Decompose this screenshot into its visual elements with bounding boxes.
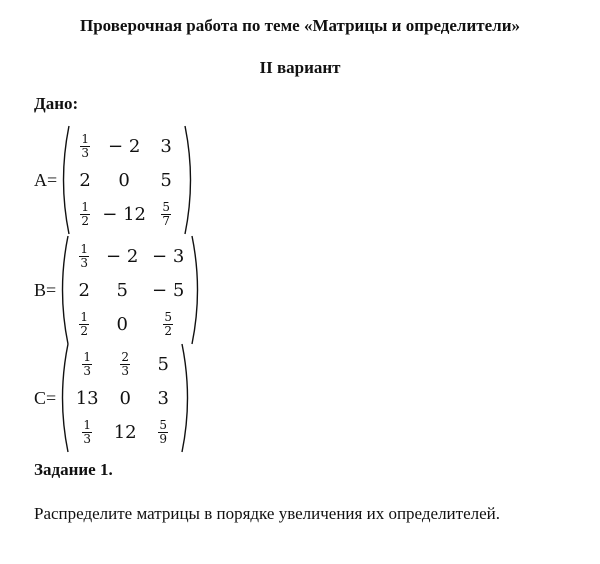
matrix-a-cell: 5 — [160, 169, 172, 191]
matrix-a-label: A= — [34, 169, 58, 190]
matrix-b-cell: $\frac{1}{2}$ — [80, 309, 88, 338]
page-title: Проверочная работа по теме «Матрицы и определители» — [79, 16, 520, 35]
left-paren-icon — [57, 124, 71, 236]
given-label: Дано: — [34, 94, 79, 113]
right-paren-icon — [180, 342, 194, 454]
variant-heading: II вариант — [259, 58, 341, 77]
matrix-b-cell: − 3 — [152, 245, 185, 267]
matrix-b-cell: − 5 — [152, 279, 185, 301]
matrix-c-cell: $\frac{2}{3}$ — [121, 349, 129, 378]
matrix-c-grid — [70, 347, 180, 449]
matrix-a-cell: $\frac{5}{7}$ — [162, 199, 170, 228]
matrix-c-cell: 5 — [157, 353, 169, 375]
matrix-b-cell: 0 — [116, 313, 128, 335]
matrix-c-cell: 3 — [157, 387, 169, 409]
matrix-c-cell: 0 — [119, 387, 131, 409]
matrix-c-cell: $\frac{5}{9}$ — [159, 417, 167, 446]
task-title: Задание 1. — [34, 460, 113, 479]
matrix-c-cell: 12 — [113, 421, 137, 443]
matrix-b — [34, 234, 204, 346]
left-paren-icon — [56, 234, 70, 346]
matrix-b-cell: 2 — [78, 279, 90, 301]
matrix-b-label: B= — [34, 279, 57, 300]
matrix-a-cell: − 12 — [102, 203, 147, 225]
matrix-b-cell: − 2 — [106, 245, 139, 267]
matrix-c-cell: $\frac{1}{3}$ — [83, 349, 91, 378]
right-paren-icon — [190, 234, 204, 346]
matrix-a-cell: 0 — [118, 169, 130, 191]
matrix-b-cell: $\frac{5}{2}$ — [164, 309, 172, 338]
matrix-b-cell: $\frac{1}{3}$ — [80, 241, 88, 270]
left-paren-icon — [56, 342, 70, 454]
matrix-b-cell: 5 — [116, 279, 128, 301]
matrix-a-grid — [71, 129, 183, 231]
right-paren-icon — [183, 124, 197, 236]
matrix-a — [34, 124, 197, 236]
matrix-c-cell: 13 — [75, 387, 99, 409]
matrix-a-cell: 2 — [79, 169, 91, 191]
matrix-c-cell: $\frac{1}{3}$ — [83, 417, 91, 446]
matrix-a-cell: − 2 — [108, 135, 141, 157]
matrix-c — [34, 342, 194, 454]
matrix-b-grid — [70, 239, 190, 341]
matrix-a-cell: $\frac{1}{2}$ — [81, 199, 89, 228]
matrix-a-cell: 3 — [160, 135, 172, 157]
matrix-a-cell: $\frac{1}{3}$ — [81, 131, 89, 160]
task-text: Распределите матрицы в порядке увеличения их определителей. — [34, 504, 500, 523]
matrix-c-label: C= — [34, 387, 57, 408]
